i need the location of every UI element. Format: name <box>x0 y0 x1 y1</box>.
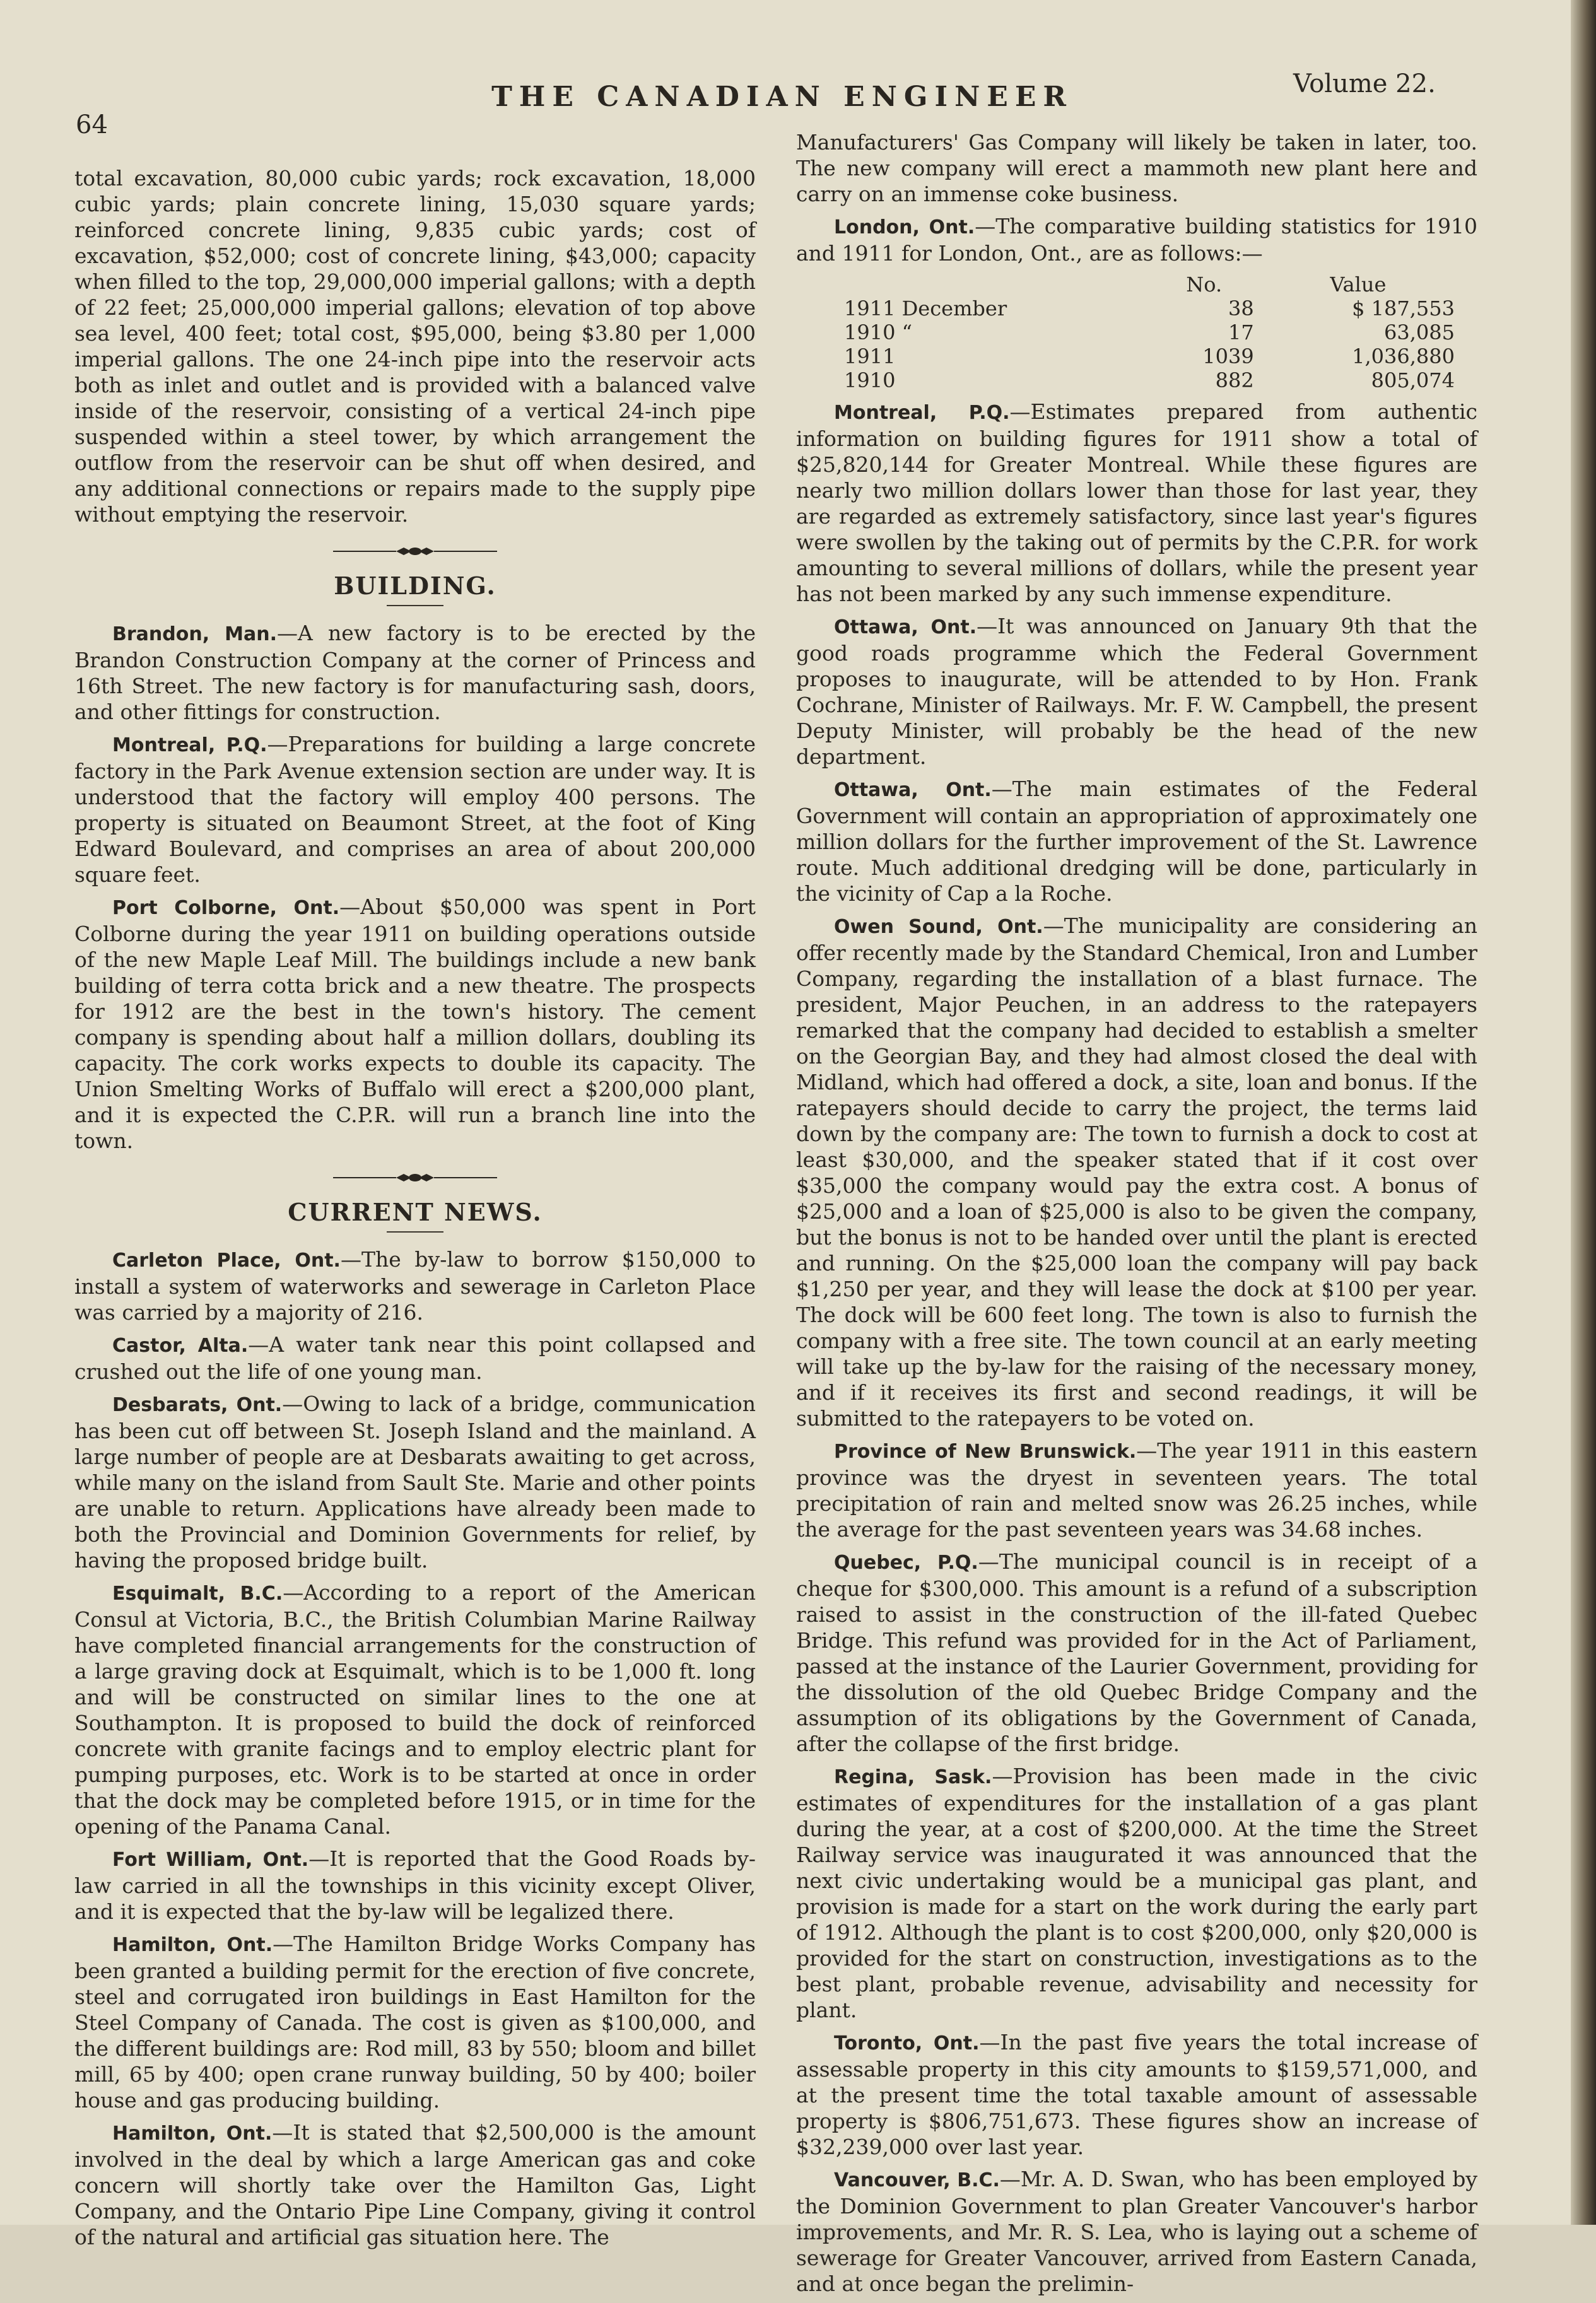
item-text: —Mr. A. D. Swan, who has been employed by the Dominion Government to plan Greater Vancouver's harbor improvements, and Mr. R. S. Lea, who is laying out a scheme of sewerage for Greater Vancouver, arrived from Eastern Canada, and at once began the prelimin- <box>796 2167 1478 2296</box>
current-news-heading: CURRENT NEWS. <box>288 1198 543 1226</box>
item-place: Ottawa, Ont. <box>834 779 992 801</box>
item-place: Vancouver, B.C. <box>834 2169 1000 2191</box>
item-place: Esquimalt, B.C. <box>112 1583 283 1605</box>
news-item <box>796 1438 1477 1542</box>
news-item <box>796 776 1477 906</box>
table-header-label <box>840 272 1151 296</box>
item-place: London, Ont. <box>834 216 975 238</box>
item-place: Castor, Alta. <box>112 1335 249 1357</box>
page-header <box>0 63 1564 139</box>
item-text: —The year 1911 in this eastern province was the dryest in seventeen years. The total precipitation of rain and melted snow was 26.25 inches, while the average for the past seventeen years was 34.68 inches. <box>796 1438 1477 1542</box>
row-value: 805,074 <box>1371 368 1455 392</box>
table-row <box>840 320 1458 344</box>
item-text: —Preparations for building a large concrete factory in the Park Avenue extension section are under way. It is understood that the factory will employ 400 persons. The property is situated on Beaumont Street, at the foot of King Edward Boulevard, and comprises an area of about 200,000 square feet. <box>74 732 756 887</box>
page-number: 64 <box>76 110 108 139</box>
item-place: Toronto, Ont. <box>834 2032 980 2054</box>
row-label: 1911 December <box>844 296 1007 320</box>
table-header-row <box>840 272 1458 296</box>
table-row <box>840 344 1458 368</box>
item-place: Ottawa, Ont. <box>834 616 977 638</box>
row-value: 63,085 <box>1384 320 1455 344</box>
item-place: Carleton Place, Ont. <box>112 1250 341 1272</box>
item-text: —About $50,000 was spent in Port Colborne during the year 1911 on building operations outside of the new Maple Leaf Mill. The buildings include a new bank building of terra cotta brick and a new theatre. The prospects for 1912 are the best in the town's history. The cement company is spending about half a million dollars, doubling its capacity. The cork works expects to double its capacity. The Union Smelting Works of Buffalo will erect a $200,000 plant, and it is expected the C.P.R. will run a branch line into the town. <box>74 894 756 1153</box>
item-text: —The municipal council is in receipt of a cheque for $300,000. This amount is a refund of a subscription raised to assist in the construction of the ill-fated Quebec Bridge. This refund was provided for in the Act of Parliament, passed at the instance of the Laurier Government, providing for the dissolution of the old Quebec Bridge Company and the assumption of its obligations by the Government of Canada, after the collapse of the first bridge. <box>796 1549 1478 1756</box>
item-text: —In the past five years the total increase of assessable property in this city amounts to $159,571,000, and at the present time the total taxable amount of assessable property is $806,751,673. These figures show an increase of $32,239,000 over last year. <box>796 2030 1477 2159</box>
item-place: Fort William, Ont. <box>112 1849 309 1871</box>
item-place: Brandon, Man. <box>112 623 278 645</box>
item-place: Hamilton, Ont. <box>112 2123 273 2145</box>
row-no: 1039 <box>1202 344 1254 368</box>
item-text: —The main estimates of the Federal Government will contain an appropriation of approximately one million dollars for the further improvement of the St. Lawrence route. Much additional dredging will be done, particularly in the vicinity of Cap a la Roche. <box>796 776 1477 906</box>
table-row <box>840 296 1458 320</box>
section-divider-ornament <box>333 1171 497 1184</box>
item-text: —The Hamilton Bridge Works Company has been granted a building permit for the erection of five concrete, steel and corrugated iron buildings in East Hamilton for the Steel Company of Canada. The cost is given as $100,000, and the different buildings are: Rod mill, 83 by 550; bloom and billet mill, 65 by 400; open crane runway building, 50 by 400; boiler house and gas producing building. <box>74 1931 756 2113</box>
row-no: 882 <box>1215 368 1254 392</box>
table-row <box>840 368 1458 392</box>
news-item <box>796 2166 1477 2297</box>
right-column <box>796 129 1477 2303</box>
column-header-no: No. <box>1186 272 1223 296</box>
news-item <box>796 399 1477 607</box>
continuation-paragraph: Manufacturers' Gas Company will likely be taken in later, too. The new company will erect a mammoth new plant here and carry on an immense coke business. <box>796 130 1477 206</box>
item-place: Owen Sound, Ont. <box>834 916 1043 938</box>
item-text: —It was announced on January 9th that the good roads programme which the Federal Government proposes to inaugurate, will be attended to by Hon. Frank Cochrane, Minister of Railways. Mr. F. W. Campbell, the present Deputy Minister, will probably be the head of the new department. <box>796 614 1477 769</box>
column-header-value: Value <box>1330 272 1387 296</box>
news-item <box>74 1846 756 1925</box>
row-no: 17 <box>1228 320 1254 344</box>
item-place: Province of New Brunswick. <box>834 1441 1137 1463</box>
item-place: Hamilton, Ont. <box>112 1934 273 1956</box>
news-item <box>74 894 756 1154</box>
news-item <box>74 1391 756 1573</box>
heading-rule <box>387 1231 443 1233</box>
news-item <box>74 1246 756 1325</box>
item-text: —It is reported that the Good Roads by-law carried in all the townships in this vicinity except Oliver, and it is expected that the by-law will be legalized there. <box>74 1846 756 1924</box>
news-item <box>74 1579 756 1839</box>
reservoir-paragraph: total excavation, 80,000 cubic yards; rock excavation, 18,000 cubic yards; plain concrete lining, 15,030 square yards; reinforced concrete lining, 9,835 cubic yards; cost of excavation, $52,000; cost of concrete lining, $43,000; capacity when filled to the top, 29,000,000 imperial gallons; with a depth of 22 feet; 25,000,000 imperial gallons; elevation of top above sea level, 400 feet; total cost, $95,000, being $3.80 per 1,000 imperial gallons. The one 24-inch pipe into the reservoir acts both as inlet and outlet and is provided with a balanced valve inside of the reservoir, consisting of a vertical 24-inch pipe suspended within a steel tower, by which arrangement the outflow from the reservoir can be shut off when desired, and any additional connections or repairs made to the supply pipe without emptying the reservoir. <box>74 166 756 527</box>
item-text: —It is stated that $2,500,000 is the amount involved in the deal by which a large American gas and coke concern will shortly take over the Hamilton Gas, Light Company, and the Ontario Pipe Line Company, giving it control of the natural and artificial gas situation here. The <box>74 2120 756 2249</box>
item-text: —Estimates prepared from authentic information on building figures for 1911 show a total of $25,820,144 for Greater Montreal. While these figures are nearly two million dollars lower than those for last year, they are regarded as extremely satisfactory, since last year's figures were swollen by the taking out of permits by the C.P.R. for work amounting to several millions of dollars, while the present year has not been marked by any such immense expenditure. <box>796 399 1478 606</box>
news-item <box>796 213 1477 266</box>
news-item <box>74 1332 756 1385</box>
news-item <box>796 913 1477 1431</box>
row-value: $ 187,553 <box>1352 296 1455 320</box>
item-place: Montreal, P.Q. <box>834 402 1010 424</box>
item-place: Port Colborne, Ont. <box>112 897 340 919</box>
news-item <box>74 731 756 888</box>
row-no: 38 <box>1228 296 1254 320</box>
row-label: 1911 <box>844 344 896 368</box>
news-item <box>796 2029 1477 2160</box>
news-item <box>74 1931 756 2113</box>
item-text: —Provision has been made in the civic estimates of expenditures for the installation of a gas plant during the year, at a cost of $200,000. At the time the Street Railway service was inaugurated it was announced that the next civic undertaking would be a municipal gas plant, and provision is made for a start on the work during the early part of 1912. Although the plant is to cost $200,000, only $20,000 is provided for the start on construction, investigations as to the best plant, probable revenue, advisability and necessity for plant. <box>796 1764 1477 2022</box>
left-column <box>74 165 756 2256</box>
item-text: —The municipality are considering an offer recently made by the Standard Chemical, Iron and Lumber Company, regarding the installation of a blast furnace. The president, Major Peuchen, in an address to the ratepayers remarked that the company had decided to establish a smelter on the Georgian Bay, and they had almost closed the deal with Midland, which had offered a dock, a site, loan and bonus. If the ratepayers should decide to carry the project, the terms laid down by the company are: The town to furnish a dock to cost at least $30,000, and the speaker stated that if it cost over $35,000 the company would pay the extra cost. A bonus of $25,000 and a loan of $25,000 is also to be given the company, but the bonus is not to be handed over until the plant is erected and running. On the $25,000 loan the company will pay back $1,250 per year, and they will lease the dock at $100 per year. The dock will be 600 feet long. The town is also to furnish the company with a free site. The town council at an early meeting will take up the by-law for the raising of the necessary money, and if it receives its first and second readings, it will be submitted to the ratepayers to be voted on. <box>796 913 1477 1431</box>
book-binding-edge <box>1571 0 1596 2225</box>
building-heading: BUILDING. <box>334 571 496 600</box>
item-text: —The comparative building statistics for 1910 and 1911 for London, Ont., are as follows:— <box>796 214 1477 266</box>
item-text: —A water tank near this point collapsed and crushed out the life of one young man. <box>74 1332 756 1384</box>
item-text: —According to a report of the American Consul at Victoria, B.C., the British Columbian Marine Railway have completed financial arrangements for the construction of a large graving dock at Esquimalt, which is to be 1,000 ft. long and will be constructed on similar lines to the one at Southampton. It is proposed to build the dock of reinforced concrete with granite facings and to employ electric plant for pumping purposes, etc. Work is to be started at once in order that the dock may be completed before 1915, or in time for the opening of the Panama Canal. <box>74 1580 756 1839</box>
news-item <box>796 613 1477 770</box>
item-place: Quebec, P.Q. <box>834 1552 978 1574</box>
news-item <box>796 1549 1477 1757</box>
section-divider-ornament <box>333 545 497 558</box>
item-place: Desbarats, Ont. <box>112 1394 283 1416</box>
volume-label: Volume 22. <box>1293 69 1436 98</box>
heading-rule <box>387 605 443 606</box>
news-item <box>74 620 756 725</box>
item-text: —Owing to lack of a bridge, communication has been cut off between St. Joseph Island and the mainland. A large number of people are at Desbarats awaiting to get across, while many on the island from Sault Ste. Marie and other points are unable to return. Applications have already been made to both the Provincial and Dominion Governments for relief, by having the proposed bridge built. <box>74 1392 756 1573</box>
news-item <box>796 1763 1477 2023</box>
item-place: Regina, Sask. <box>834 1766 992 1788</box>
journal-title: THE CANADIAN ENGINEER <box>491 81 1073 113</box>
item-text: —The by-law to borrow $150,000 to install a system of waterworks and sewerage in Carleton Place was carried by a majority of 216. <box>74 1247 756 1325</box>
row-label: 1910 “ <box>844 320 912 344</box>
item-text: —A new factory is to be erected by the Brandon Construction Company at the corner of Princess and 16th Street. The new factory is for manufacturing sash, doors, and other fittings for construction. <box>74 621 756 724</box>
news-item <box>74 2119 756 2250</box>
item-place: Montreal, P.Q. <box>112 734 267 756</box>
row-value: 1,036,880 <box>1352 344 1455 368</box>
row-label: 1910 <box>844 368 896 392</box>
building-statistics-table <box>840 272 1458 392</box>
